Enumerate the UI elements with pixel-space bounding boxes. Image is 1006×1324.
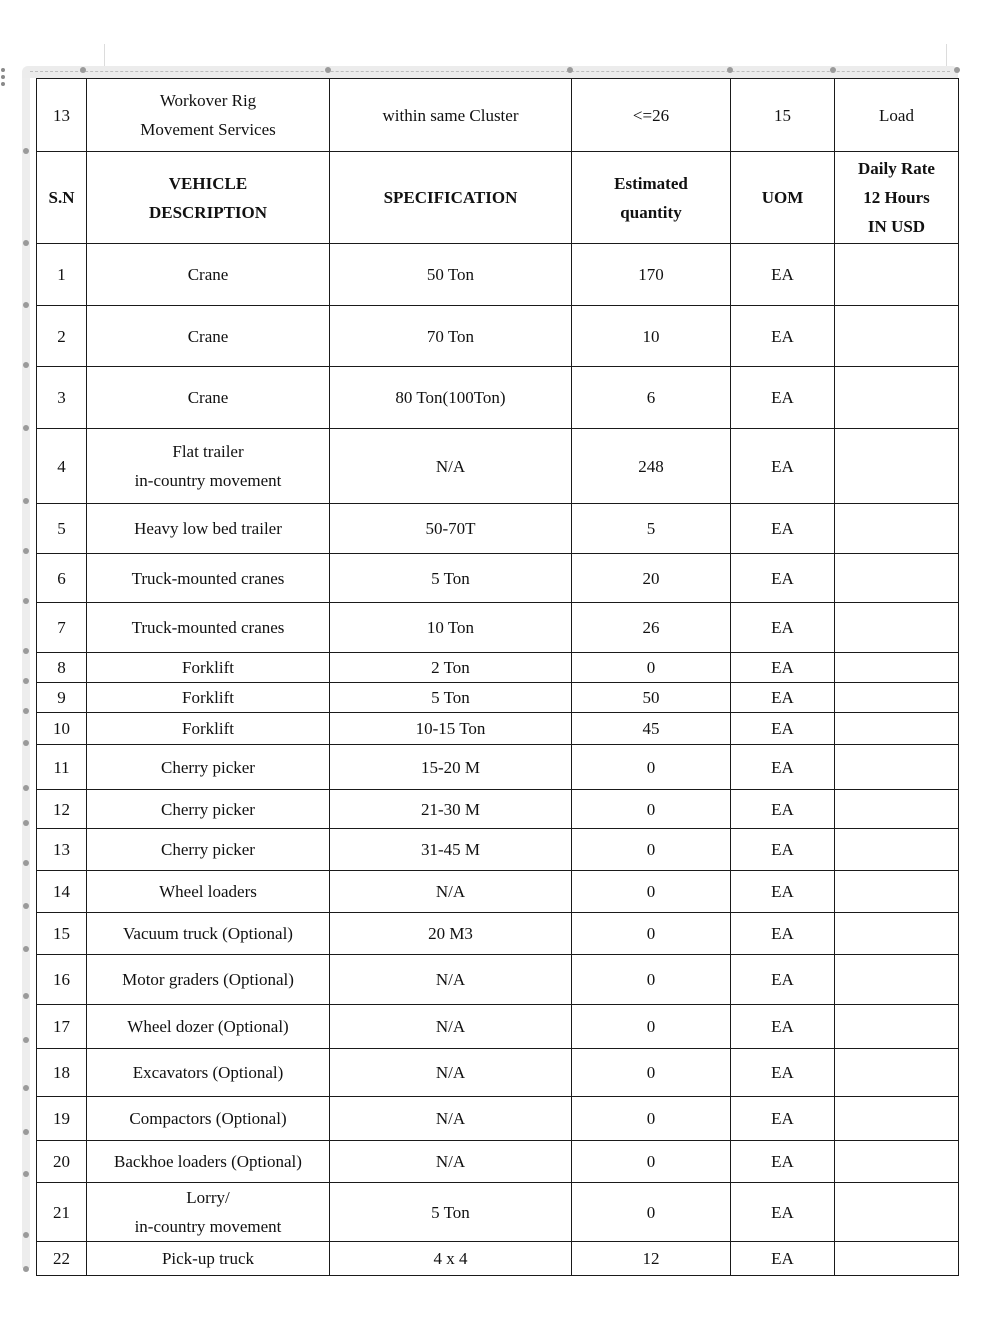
header-sn[interactable]: S.N bbox=[37, 152, 87, 244]
cell-sn[interactable]: 21 bbox=[37, 1183, 87, 1242]
cell-specification[interactable]: 2 Ton bbox=[330, 653, 572, 683]
desc-line: in-country movement bbox=[134, 1217, 282, 1236]
cell-sn[interactable]: 16 bbox=[37, 955, 87, 1005]
cell-specification[interactable]: 5 Ton bbox=[330, 683, 572, 713]
header-line: 12 Hours bbox=[863, 188, 930, 207]
cell-uom[interactable]: EA bbox=[731, 554, 835, 603]
cell-uom[interactable]: EA bbox=[731, 653, 835, 683]
cell-sn[interactable]: 15 bbox=[37, 913, 87, 955]
row-insert-dot[interactable] bbox=[23, 425, 29, 431]
cell-uom[interactable]: EA bbox=[731, 504, 835, 554]
row-insert-dot[interactable] bbox=[23, 820, 29, 826]
cell-rate[interactable]: Load bbox=[835, 79, 959, 152]
cell-description[interactable]: Truck-mounted cranes bbox=[87, 554, 330, 603]
cell-uom[interactable]: EA bbox=[731, 429, 835, 504]
cell-uom[interactable]: EA bbox=[731, 745, 835, 790]
cell-sn[interactable]: 13 bbox=[37, 79, 87, 152]
cell-sn[interactable]: 4 bbox=[37, 429, 87, 504]
cell-description[interactable]: Truck-mounted cranes bbox=[87, 603, 330, 653]
header-line: Daily Rate bbox=[858, 159, 935, 178]
column-insert-dot[interactable] bbox=[80, 67, 86, 73]
cell-quantity[interactable]: 0 bbox=[572, 653, 731, 683]
cell-sn[interactable]: 13 bbox=[37, 829, 87, 871]
row-insert-dot[interactable] bbox=[23, 860, 29, 866]
cell-sn[interactable]: 12 bbox=[37, 790, 87, 829]
cell-rate[interactable] bbox=[835, 603, 959, 653]
row-insert-dot[interactable] bbox=[23, 302, 29, 308]
header-daily-rate[interactable] bbox=[835, 152, 959, 244]
cell-description[interactable]: Wheel loaders bbox=[87, 871, 330, 913]
cell-rate[interactable] bbox=[835, 1242, 959, 1276]
cell-quantity[interactable]: 0 bbox=[572, 1183, 731, 1242]
table-row bbox=[37, 244, 959, 306]
cell-uom[interactable]: EA bbox=[731, 955, 835, 1005]
cell-description[interactable]: Forklift bbox=[87, 683, 330, 713]
cell-quantity[interactable]: 0 bbox=[572, 955, 731, 1005]
cell-sn[interactable]: 9 bbox=[37, 683, 87, 713]
page-margin-marker bbox=[104, 44, 105, 66]
table-row bbox=[37, 603, 959, 653]
cell-uom[interactable]: EA bbox=[731, 790, 835, 829]
cell-specification[interactable]: 50-70T bbox=[330, 504, 572, 554]
table-row bbox=[37, 829, 959, 871]
header-line: quantity bbox=[620, 202, 682, 222]
cell-rate[interactable] bbox=[835, 745, 959, 790]
cell-description[interactable]: Cherry picker bbox=[87, 745, 330, 790]
cell-sn[interactable]: 10 bbox=[37, 713, 87, 745]
cell-rate[interactable] bbox=[835, 554, 959, 603]
cell-specification[interactable]: 80 Ton(100Ton) bbox=[330, 367, 572, 429]
row-insert-dot[interactable] bbox=[23, 708, 29, 714]
header-specification[interactable]: SPECIFICATION bbox=[330, 152, 572, 244]
cell-description[interactable]: Crane bbox=[87, 306, 330, 367]
cell-sn[interactable]: 3 bbox=[37, 367, 87, 429]
cell-description[interactable]: Compactors (Optional) bbox=[87, 1097, 330, 1141]
cell-description[interactable] bbox=[87, 429, 330, 504]
cell-specification[interactable]: N/A bbox=[330, 1005, 572, 1049]
table-row bbox=[37, 713, 959, 745]
cell-description[interactable]: Vacuum truck (Optional) bbox=[87, 913, 330, 955]
table-row bbox=[37, 1183, 959, 1242]
row-insert-dot[interactable] bbox=[23, 903, 29, 909]
cell-specification[interactable]: 21-30 M bbox=[330, 790, 572, 829]
header-vehicle-description[interactable] bbox=[87, 152, 330, 244]
table-row bbox=[37, 306, 959, 367]
header-estimated-quantity[interactable] bbox=[572, 152, 731, 244]
cell-rate[interactable] bbox=[835, 955, 959, 1005]
table-header-row bbox=[37, 152, 959, 244]
cell-rate[interactable] bbox=[835, 429, 959, 504]
cell-specification[interactable]: 20 M3 bbox=[330, 913, 572, 955]
cell-description[interactable]: Pick-up truck bbox=[87, 1242, 330, 1276]
column-insert-dot[interactable] bbox=[954, 67, 960, 73]
header-line: DESCRIPTION bbox=[148, 202, 268, 222]
cell-uom[interactable]: EA bbox=[731, 713, 835, 745]
row-insert-dot[interactable] bbox=[23, 1171, 29, 1177]
block-drag-handle-icon[interactable] bbox=[0, 68, 6, 92]
cell-uom[interactable]: EA bbox=[731, 913, 835, 955]
cell-rate[interactable] bbox=[835, 306, 959, 367]
desc-line: Lorry/ bbox=[186, 1188, 230, 1207]
cell-sn[interactable]: 19 bbox=[37, 1097, 87, 1141]
cell-description[interactable]: Cherry picker bbox=[87, 829, 330, 871]
row-insert-dot[interactable] bbox=[23, 498, 29, 504]
cell-description[interactable]: Cherry picker bbox=[87, 790, 330, 829]
column-insert-dot[interactable] bbox=[727, 67, 733, 73]
cell-quantity[interactable]: 170 bbox=[572, 244, 731, 306]
cell-rate[interactable] bbox=[835, 1141, 959, 1183]
cell-quantity[interactable]: 5 bbox=[572, 504, 731, 554]
row-insert-dot[interactable] bbox=[23, 362, 29, 368]
cell-sn[interactable]: 2 bbox=[37, 306, 87, 367]
cell-quantity[interactable]: 0 bbox=[572, 829, 731, 871]
cell-sn[interactable]: 1 bbox=[37, 244, 87, 306]
row-insert-dot[interactable] bbox=[23, 1266, 29, 1272]
table-row bbox=[37, 683, 959, 713]
cell-sn[interactable]: 5 bbox=[37, 504, 87, 554]
cell-uom[interactable]: EA bbox=[731, 306, 835, 367]
row-insert-dot[interactable] bbox=[23, 1085, 29, 1091]
header-line: IN USD bbox=[867, 217, 926, 236]
cell-quantity[interactable]: 0 bbox=[572, 745, 731, 790]
row-insert-dot[interactable] bbox=[23, 648, 29, 654]
cell-sn[interactable]: 22 bbox=[37, 1242, 87, 1276]
column-insert-dot[interactable] bbox=[567, 67, 573, 73]
row-insert-dot[interactable] bbox=[23, 598, 29, 604]
cell-uom[interactable]: EA bbox=[731, 1183, 835, 1242]
cell-quantity[interactable]: 248 bbox=[572, 429, 731, 504]
cell-uom[interactable]: EA bbox=[731, 1049, 835, 1097]
cell-specification[interactable]: 10 Ton bbox=[330, 603, 572, 653]
cell-rate[interactable] bbox=[835, 913, 959, 955]
table-row bbox=[37, 429, 959, 504]
cell-description[interactable]: Wheel dozer (Optional) bbox=[87, 1005, 330, 1049]
cell-specification[interactable]: N/A bbox=[330, 871, 572, 913]
cell-specification[interactable]: 50 Ton bbox=[330, 244, 572, 306]
cell-uom[interactable]: EA bbox=[731, 1242, 835, 1276]
cell-sn[interactable]: 7 bbox=[37, 603, 87, 653]
header-uom[interactable]: UOM bbox=[731, 152, 835, 244]
cell-sn[interactable]: 6 bbox=[37, 554, 87, 603]
vehicle-rate-table bbox=[36, 78, 959, 1276]
cell-uom[interactable]: EA bbox=[731, 1097, 835, 1141]
cell-specification[interactable]: 5 Ton bbox=[330, 1183, 572, 1242]
cell-rate[interactable] bbox=[835, 367, 959, 429]
cell-specification[interactable]: 31-45 M bbox=[330, 829, 572, 871]
table-row bbox=[37, 653, 959, 683]
header-line: VEHICLE bbox=[168, 173, 248, 193]
row-insert-dot[interactable] bbox=[23, 548, 29, 554]
cell-uom[interactable]: EA bbox=[731, 367, 835, 429]
cell-quantity[interactable]: 0 bbox=[572, 1097, 731, 1141]
cell-description[interactable]: Motor graders (Optional) bbox=[87, 955, 330, 1005]
cell-rate[interactable] bbox=[835, 829, 959, 871]
cell-specification[interactable]: 70 Ton bbox=[330, 306, 572, 367]
table-row bbox=[37, 79, 959, 152]
table-row bbox=[37, 1141, 959, 1183]
row-insert-dot[interactable] bbox=[23, 740, 29, 746]
row-insert-dot[interactable] bbox=[23, 148, 29, 154]
cell-description[interactable] bbox=[87, 1183, 330, 1242]
table-row bbox=[37, 871, 959, 913]
cell-quantity[interactable]: 0 bbox=[572, 913, 731, 955]
table-row bbox=[37, 1097, 959, 1141]
cell-rate[interactable] bbox=[835, 683, 959, 713]
cell-uom[interactable]: EA bbox=[731, 871, 835, 913]
cell-specification[interactable]: N/A bbox=[330, 955, 572, 1005]
cell-sn[interactable]: 8 bbox=[37, 653, 87, 683]
desc-line: in-country movement bbox=[134, 471, 282, 490]
desc-line: Movement Services bbox=[140, 120, 276, 139]
cell-quantity[interactable]: 0 bbox=[572, 790, 731, 829]
cell-specification[interactable]: N/A bbox=[330, 1141, 572, 1183]
column-insert-dot[interactable] bbox=[325, 67, 331, 73]
cell-rate[interactable] bbox=[835, 790, 959, 829]
cell-specification[interactable]: N/A bbox=[330, 1097, 572, 1141]
header-line: Estimated bbox=[614, 173, 688, 193]
cell-uom[interactable]: EA bbox=[731, 603, 835, 653]
cell-rate[interactable] bbox=[835, 1097, 959, 1141]
cell-uom[interactable]: EA bbox=[731, 244, 835, 306]
cell-quantity[interactable]: 0 bbox=[572, 1005, 731, 1049]
table-row bbox=[37, 1005, 959, 1049]
cell-sn[interactable]: 14 bbox=[37, 871, 87, 913]
table-row bbox=[37, 554, 959, 603]
cell-specification[interactable]: 4 x 4 bbox=[330, 1242, 572, 1276]
cell-specification[interactable]: N/A bbox=[330, 1049, 572, 1097]
cell-rate[interactable] bbox=[835, 244, 959, 306]
desc-line: Workover Rig bbox=[159, 91, 257, 110]
cell-rate[interactable] bbox=[835, 653, 959, 683]
column-insert-dot[interactable] bbox=[830, 67, 836, 73]
cell-uom[interactable]: EA bbox=[731, 1005, 835, 1049]
cell-quantity[interactable]: 26 bbox=[572, 603, 731, 653]
table-row bbox=[37, 955, 959, 1005]
cell-uom[interactable]: EA bbox=[731, 1141, 835, 1183]
table-row bbox=[37, 1242, 959, 1276]
cell-quantity[interactable]: 6 bbox=[572, 367, 731, 429]
cell-description[interactable] bbox=[87, 79, 330, 152]
cell-sn[interactable]: 17 bbox=[37, 1005, 87, 1049]
cell-description[interactable]: Heavy low bed trailer bbox=[87, 504, 330, 554]
table-row bbox=[37, 504, 959, 554]
row-insert-dot[interactable] bbox=[23, 785, 29, 791]
cell-specification[interactable]: within same Cluster bbox=[330, 79, 572, 152]
cell-sn[interactable]: 20 bbox=[37, 1141, 87, 1183]
cell-uom[interactable]: 15 bbox=[731, 79, 835, 152]
table-column-handle-bar[interactable] bbox=[22, 66, 958, 78]
cell-quantity[interactable]: 0 bbox=[572, 1141, 731, 1183]
cell-description[interactable]: Excavators (Optional) bbox=[87, 1049, 330, 1097]
table-row bbox=[37, 367, 959, 429]
row-insert-dot[interactable] bbox=[23, 1129, 29, 1135]
row-insert-dot[interactable] bbox=[23, 1037, 29, 1043]
cell-description[interactable]: Crane bbox=[87, 244, 330, 306]
cell-quantity[interactable]: 10 bbox=[572, 306, 731, 367]
cell-quantity[interactable]: 12 bbox=[572, 1242, 731, 1276]
row-insert-dot[interactable] bbox=[23, 1232, 29, 1238]
cell-uom[interactable]: EA bbox=[731, 829, 835, 871]
cell-uom[interactable]: EA bbox=[731, 683, 835, 713]
row-insert-dot[interactable] bbox=[23, 946, 29, 952]
cell-specification[interactable]: 15-20 M bbox=[330, 745, 572, 790]
cell-specification[interactable]: N/A bbox=[330, 429, 572, 504]
cell-description[interactable]: Backhoe loaders (Optional) bbox=[87, 1141, 330, 1183]
cell-specification[interactable]: 10-15 Ton bbox=[330, 713, 572, 745]
cell-specification[interactable]: 5 Ton bbox=[330, 554, 572, 603]
cell-quantity[interactable]: 45 bbox=[572, 713, 731, 745]
cell-quantity[interactable]: 20 bbox=[572, 554, 731, 603]
cell-quantity[interactable]: 0 bbox=[572, 871, 731, 913]
cell-quantity[interactable]: 50 bbox=[572, 683, 731, 713]
cell-sn[interactable]: 11 bbox=[37, 745, 87, 790]
row-insert-dot[interactable] bbox=[23, 240, 29, 246]
cell-description[interactable]: Forklift bbox=[87, 713, 330, 745]
table-row bbox=[37, 913, 959, 955]
cell-rate[interactable] bbox=[835, 1049, 959, 1097]
table-row bbox=[37, 790, 959, 829]
cell-sn[interactable]: 18 bbox=[37, 1049, 87, 1097]
desc-line: Flat trailer bbox=[172, 442, 244, 461]
cell-description[interactable]: Crane bbox=[87, 367, 330, 429]
cell-rate[interactable] bbox=[835, 504, 959, 554]
page-margin-marker bbox=[946, 44, 947, 66]
cell-rate[interactable] bbox=[835, 871, 959, 913]
row-insert-dot[interactable] bbox=[23, 678, 29, 684]
cell-description[interactable]: Forklift bbox=[87, 653, 330, 683]
cell-rate[interactable] bbox=[835, 713, 959, 745]
cell-rate[interactable] bbox=[835, 1005, 959, 1049]
table-row bbox=[37, 1049, 959, 1097]
cell-quantity[interactable]: <=26 bbox=[572, 79, 731, 152]
row-insert-dot[interactable] bbox=[23, 993, 29, 999]
table-row bbox=[37, 745, 959, 790]
cell-quantity[interactable]: 0 bbox=[572, 1049, 731, 1097]
cell-rate[interactable] bbox=[835, 1183, 959, 1242]
